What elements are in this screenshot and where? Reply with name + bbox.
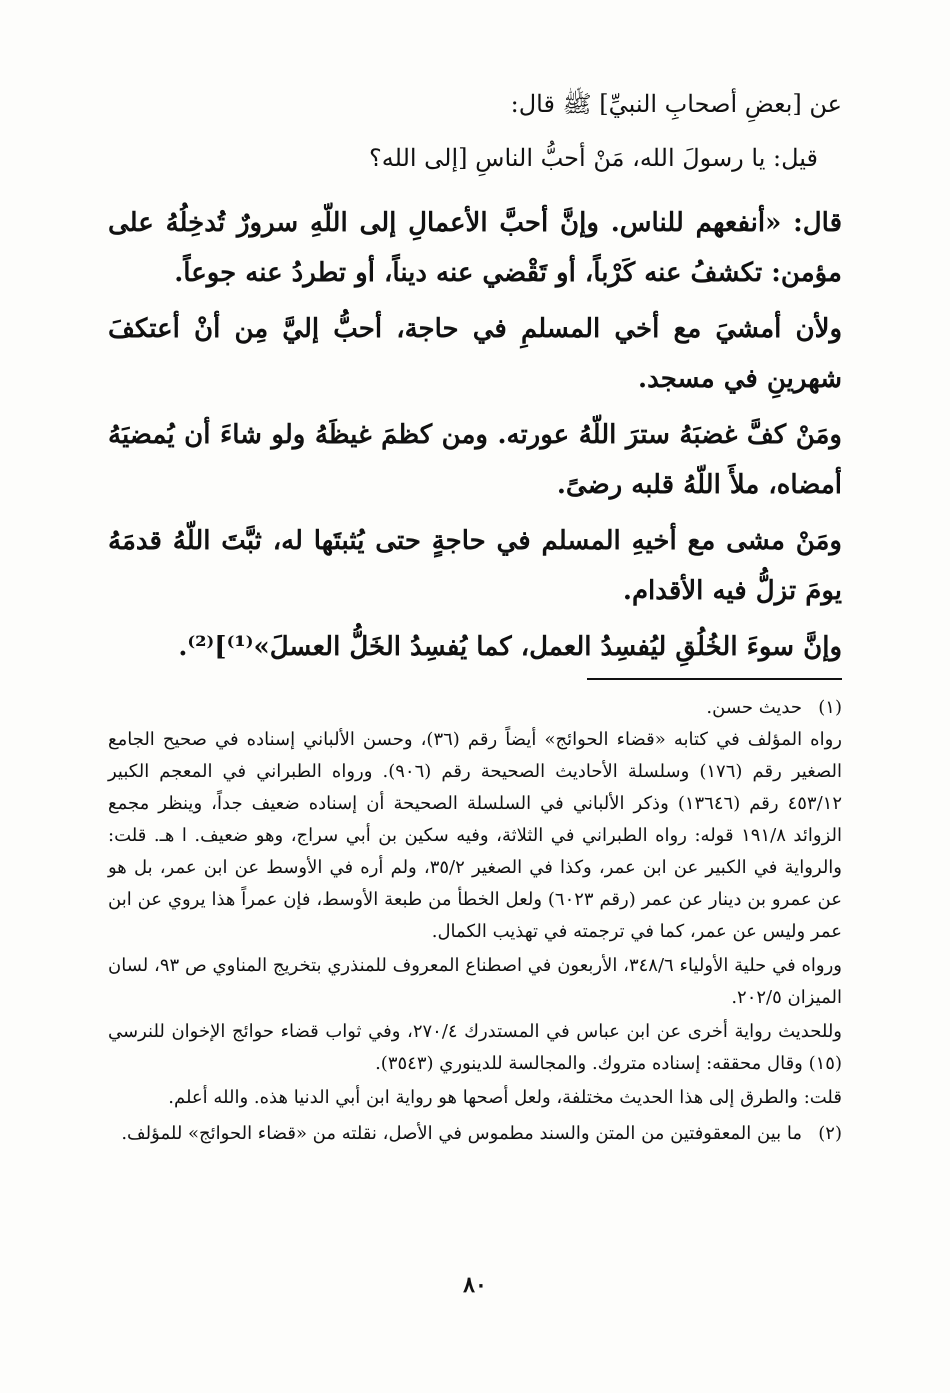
footnote-separator [587, 678, 842, 680]
footnote-2-text: ما بين المعقوفتين من المتن والسند مطموس في الأصل، نقلته من «قضاء الحوائج» للمؤلف. [121, 1123, 802, 1144]
footnote-1-number: (١) [818, 697, 842, 718]
main-text [108, 82, 842, 672]
footnote-1-body [108, 724, 842, 1114]
question-line: قيل: يا رسولَ الله، مَنْ أحبُّ الناسِ [إلى الله؟ [369, 144, 818, 172]
footnote-1-paragraph-3: وللحديث رواية أخرى عن ابن عباس في المستدرك ٢٧٠/٤، وفي ثواب قضاء حوائج الإخوان للنرسي (١٥) وقال محققه: إسناده متروك. والمجالسة للدينوري (٣٥٤٣). [108, 1021, 842, 1074]
hadith-paragraph-4: ومَنْ مشى مع أخيهِ المسلم في حاجةٍ حتى يُثبتَها له، ثبَّتَ اللّهُ قدمَهُ يومَ تزلُّ فيه الأقدام. [108, 526, 842, 606]
hadith-paragraph-1: قال: «أنفعهم للناس. وإنَّ أحبَّ الأعمالِ إلى اللّهِ سرورٌ تُدخِلُهُ على مؤمن: تكشفُ عنه كَرْباً، أو تَقْضي عنه ديناً، أو تطردُ عنه جوعاً. [108, 208, 842, 288]
footnote-1-paragraph-2: ورواه في حلية الأولياء ٣٤٨/٦، الأربعون في اصطناع المعروف للمنذري بتخريج المناوي ص ٩٣، لسان الميزان ٢٠٢/٥. [108, 955, 842, 1008]
intro-line: عن [بعضِ أصحابِ النبيِّ] ﷺ قال: [510, 90, 842, 118]
footnote-1-title: حديث حسن. [706, 697, 802, 718]
footnote-1-paragraph-1: رواه المؤلف في كتابه «قضاء الحوائج» أيضاً رقم (٣٦)، وحسن الألباني إسناده في صحيح الجامع الصغير رقم (١٧٦) وسلسلة الأحاديث الصحيحة رقم (٩٠٦). ورواه الطبراني في المعجم الكبير ٤٥٣/١٢ رقم (١٣٦٤٦) وذكر الألباني في السلسلة الصحيحة أن إسناده ضعيف جداً، وينظر مجمع الزوائد ١٩١/٨ قوله: رواه الطبراني في الثلاثة، وفيه سكين بن أبي سراج، وهو ضعيف. ا هـ. قلت: والرواية في الكبير عن ابن عمر، وكذا في الصغير ٣٥/٢، ولم أره في الأوسط عن ابن عمر، بل هو عن عمرو بن دينار عن عمر (رقم ٦٠٢٣) ولعل الخطأ من طبعة الأوسط، فإن عمراً هذا يروي عن ابن عمر وليس عن عمر، كما في ترجمته في تهذيب الكمال. [108, 729, 842, 942]
hadith-paragraph-3: ومَنْ كفَّ غضبَهُ سترَ اللّهُ عورته. ومن كظمَ غيظَهُ ولو شاءَ أن يُمضيَهُ أمضاه، ملأَ اللّهُ قلبه رضىً. [108, 420, 842, 500]
page-number: ٨٠ [463, 1272, 487, 1298]
hadith-paragraph-2: ولأن أمشيَ مع أخي المسلمِ في حاجة، أحبُّ إليَّ مِن أنْ أعتكفَ شهرينِ في مسجد. [108, 314, 842, 394]
footnote-1 [108, 692, 842, 724]
footnotes [108, 692, 842, 1150]
footnote-2-number: (٢) [818, 1123, 842, 1144]
footnote-1-paragraph-4: قلت: والطرق إلى هذا الحديث مختلفة، ولعل أصحها هو رواية ابن أبي الدنيا هذه. والله أعلم. [168, 1087, 842, 1108]
hadith-paragraph-5: وإنَّ سوءَ الخُلُقِ ليُفسِدُ العمل، كما يُفسِدُ الخَلُّ العسلَ»⁽¹⁾]⁽²⁾. [178, 632, 842, 662]
footnote-2 [108, 1118, 842, 1150]
